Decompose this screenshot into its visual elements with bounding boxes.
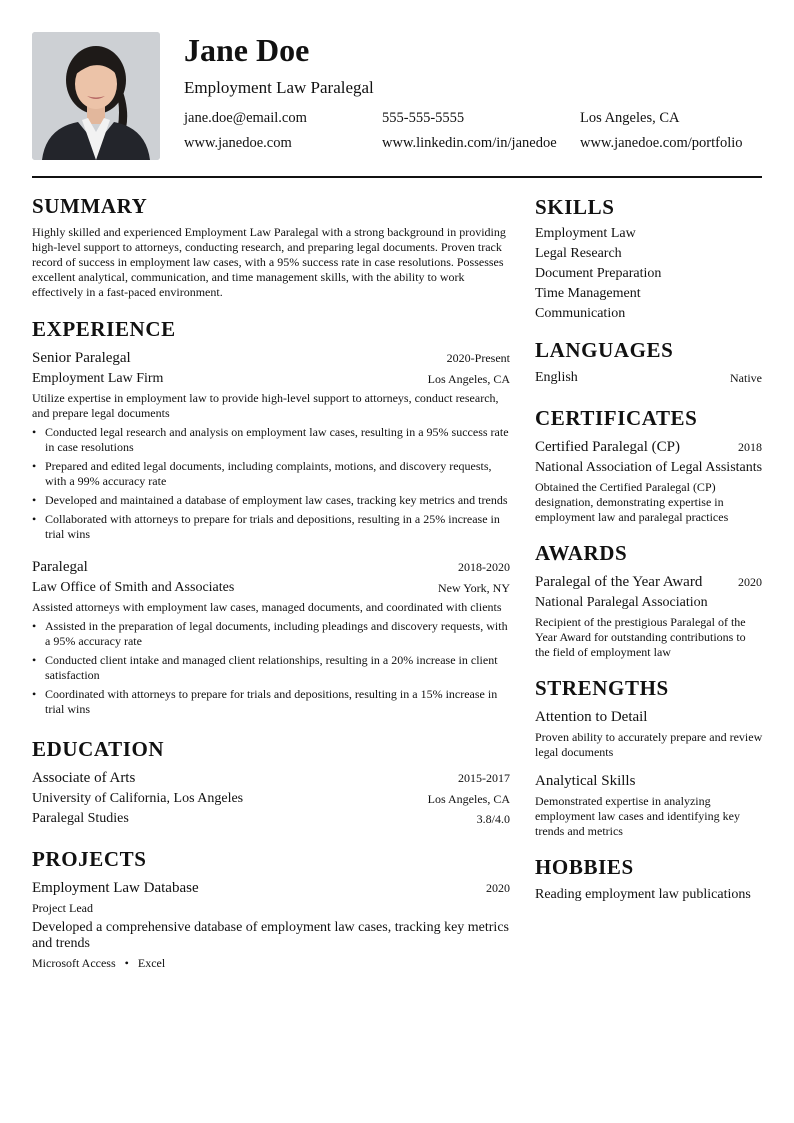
- certificates-heading: CERTIFICATES: [535, 406, 698, 430]
- strength-name: Attention to Detail: [535, 709, 648, 725]
- projects-heading: PROJECTS: [32, 847, 147, 871]
- project-tool: Excel: [137, 956, 166, 970]
- job-description: Utilize expertise in employment law to provide high-level support to attorneys, conduct research, and prepare legal documents: [32, 391, 499, 420]
- job-bullet-list: [32, 619, 510, 721]
- profile-photo: [32, 32, 160, 160]
- contact-phone: 555-555-5555: [382, 110, 465, 126]
- job-bullet: • Coordinated with attorneys to prepare for trials and depositions, resulting in a 15% increase in trial wins: [32, 687, 510, 717]
- skill-item: Legal Research: [535, 246, 622, 261]
- job-title: Paralegal: [32, 559, 88, 575]
- job-company: Law Office of Smith and Associates: [32, 580, 235, 595]
- candidate-name: Jane Doe: [184, 32, 310, 68]
- job-bullet: • Developed and maintained a database of employment law cases, tracking key metrics and trends: [32, 493, 510, 508]
- strength-description: Demonstrated expertise in analyzing employment law cases and identifying key trends and metrics: [535, 794, 740, 838]
- hobbies-heading: HOBBIES: [535, 855, 634, 879]
- contact-email[interactable]: jane.doe@email.com: [184, 110, 307, 126]
- award-issuer: National Paralegal Association: [535, 595, 708, 610]
- job-description: Assisted attorneys with employment law cases, managed documents, and coordinated with clients: [32, 600, 502, 614]
- strengths-heading: STRENGTHS: [535, 676, 669, 700]
- education-heading: EDUCATION: [32, 737, 165, 761]
- education-field: Paralegal Studies: [32, 811, 129, 826]
- job-bullet: • Collaborated with attorneys to prepare for trials and depositions, resulting in a 25% increase in trial wins: [32, 512, 510, 542]
- skill-item: Employment Law: [535, 226, 636, 241]
- candidate-title: Employment Law Paralegal: [184, 78, 374, 97]
- job-location: New York, NY: [437, 581, 510, 595]
- skill-item: Time Management: [535, 286, 641, 301]
- experience-heading: EXPERIENCE: [32, 317, 176, 341]
- certificate-description: Obtained the Certified Paralegal (CP) designation, demonstrating expertise in employment law and paralegal practices: [535, 480, 729, 524]
- project-year: 2020: [486, 881, 510, 895]
- strength-description: Proven ability to accurately prepare and review legal documents: [535, 730, 763, 759]
- education-dates: 2015-2017: [458, 771, 510, 785]
- contact-portfolio[interactable]: www.janedoe.com/portfolio: [580, 135, 743, 151]
- project-tools: [32, 956, 165, 971]
- header-divider: [32, 176, 762, 178]
- education-degree: Associate of Arts: [32, 770, 136, 786]
- hobby-item: Reading employment law publications: [535, 887, 751, 902]
- certificate-year: 2018: [738, 440, 762, 454]
- award-year: 2020: [738, 575, 762, 589]
- languages-heading: LANGUAGES: [535, 338, 674, 362]
- contact-location: Los Angeles, CA: [580, 110, 680, 126]
- education-gpa: 3.8/4.0: [476, 812, 510, 826]
- language-name: English: [535, 370, 578, 385]
- tool-separator: •: [124, 956, 129, 970]
- job-bullet: • Conducted legal research and analysis on employment law cases, resulting in a 95% success rate in case resolutions: [32, 425, 510, 455]
- strength-name: Analytical Skills: [535, 773, 636, 789]
- job-bullet: • Assisted in the preparation of legal documents, including pleadings and discovery requests, with a 95% accuracy rate: [32, 619, 510, 649]
- skill-item: Communication: [535, 306, 626, 321]
- job-dates: 2020-Present: [446, 351, 510, 365]
- job-dates: 2018-2020: [458, 560, 510, 574]
- certificate-issuer: National Association of Legal Assistants: [535, 460, 763, 475]
- job-company: Employment Law Firm: [32, 371, 164, 386]
- job-bullet: • Conducted client intake and managed client relationships, resulting in a 20% increase in client satisfaction: [32, 653, 510, 683]
- job-bullet: • Prepared and edited legal documents, including complaints, motions, and discovery requests, with a 99% accuracy rate: [32, 459, 510, 489]
- job-bullet-list: [32, 425, 510, 546]
- contact-linkedin[interactable]: www.linkedin.com/in/janedoe: [382, 135, 557, 151]
- project-description: Developed a comprehensive database of employment law cases, tracking key metrics and trends: [32, 920, 509, 951]
- award-description: Recipient of the prestigious Paralegal of the Year Award for outstanding contributions to the field of employment law: [535, 615, 746, 659]
- award-name: Paralegal of the Year Award: [535, 574, 703, 590]
- job-title: Senior Paralegal: [32, 350, 131, 366]
- certificate-name: Certified Paralegal (CP): [535, 439, 680, 455]
- summary-text: Highly skilled and experienced Employment Law Paralegal with a strong background in providing high-level support to attorneys, conducting research, and preparing legal documents. Proven track record of success in employment law cases, with a 95% success rate in case resolutions. Possesses excellent analytical, communication, and time management skills, with the ability to work effectively in a fast-paced environment.: [32, 225, 506, 299]
- project-name: Employment Law Database: [32, 880, 199, 896]
- contact-website[interactable]: www.janedoe.com: [184, 135, 292, 151]
- summary-heading: SUMMARY: [32, 194, 148, 218]
- education-location: Los Angeles, CA: [427, 792, 510, 806]
- skill-item: Document Preparation: [535, 266, 662, 281]
- education-school: University of California, Los Angeles: [32, 791, 244, 806]
- awards-heading: AWARDS: [535, 541, 628, 565]
- job-location: Los Angeles, CA: [427, 372, 510, 386]
- project-role: Project Lead: [32, 901, 93, 915]
- project-tool: Microsoft Access: [32, 956, 116, 970]
- language-level: Native: [730, 371, 762, 385]
- skills-heading: SKILLS: [535, 195, 615, 219]
